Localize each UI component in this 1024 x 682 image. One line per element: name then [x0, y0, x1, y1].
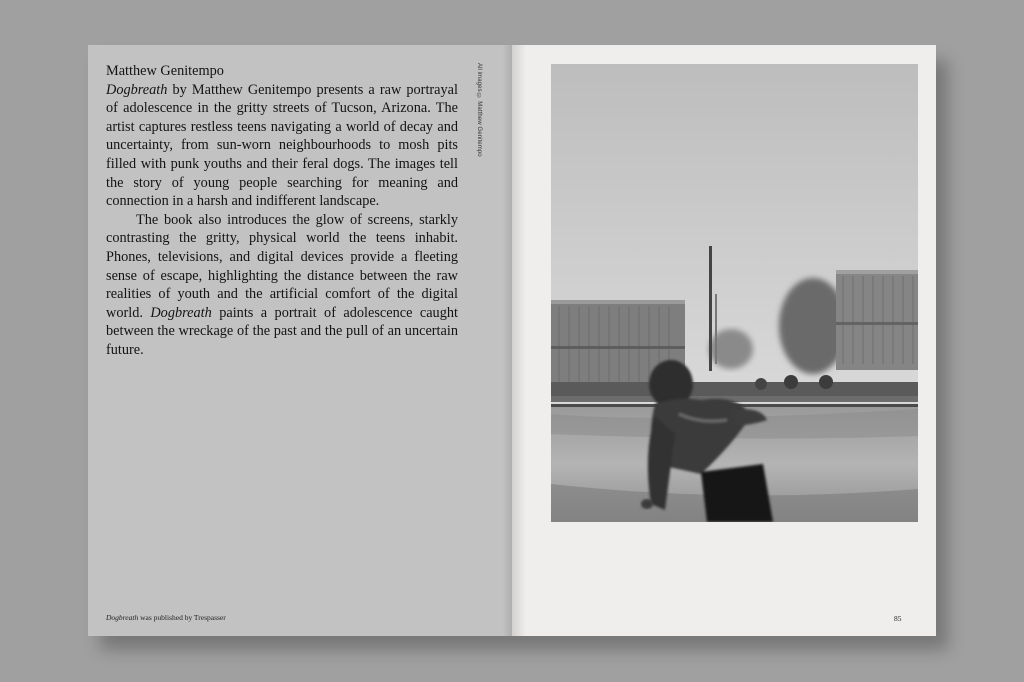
book-title-italic: Dogbreath: [106, 81, 168, 98]
author-name: Matthew Genitempo: [106, 63, 224, 79]
text-run: by Matthew Genitempo presents a raw portrayal of adolescence in the gritty streets of Tucson, Arizona. The artist captures restless teens navigating a world of decay and uncertainty, from sun-worn neighbourhoods to mosh pits filled with punk youths and their feral dogs. The images tell the story of young people searching for meaning and connection in a harsh and indifferent landscape.: [106, 81, 458, 210]
paragraph-2: [106, 211, 458, 360]
book-spread: [88, 45, 936, 636]
gutter-shadow-left: [502, 45, 512, 636]
text-run: paints a portrait of adolescence caught between the wreckage of the past and the pull of an uncertain future.: [106, 304, 458, 358]
paragraph-1: [106, 81, 458, 211]
text-run: The book also introduces the glow of screens, starkly contrasting the gritty, physical world the teens inhabit. Phones, televisions, and digital devices provide a fleeting sense of escape, highlighting the distance between the raw realities of youth and the artificial comfort of the digital world.: [106, 211, 458, 321]
gutter-shadow-right: [512, 45, 526, 636]
article-text: [106, 62, 458, 360]
photograph: [551, 64, 918, 522]
page-number: 85: [894, 614, 902, 623]
publication-note-title: Dogbreath: [106, 613, 139, 622]
image-credit: All images © Matthew Genitempo: [476, 63, 482, 157]
publication-note-text: was published by Trespasser: [138, 613, 226, 622]
publication-note: [106, 613, 226, 622]
left-page: [88, 45, 512, 636]
photograph-image: [551, 64, 918, 522]
book-title-italic: Dogbreath: [150, 304, 212, 321]
